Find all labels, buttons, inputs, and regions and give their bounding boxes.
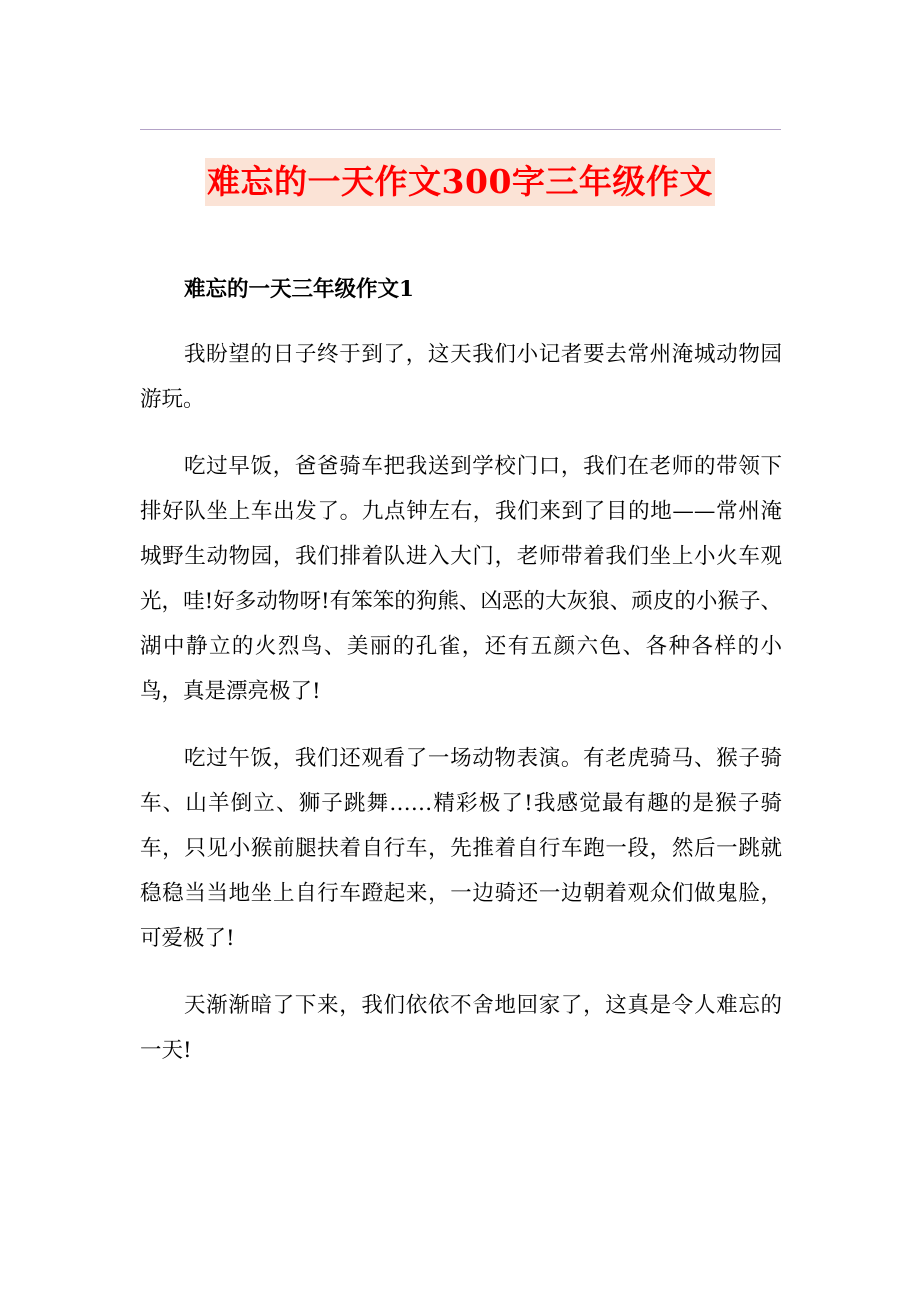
header-rule bbox=[140, 129, 781, 130]
document-title: 难忘的一天作文300字三年级作文 bbox=[205, 158, 715, 206]
paragraph-2: 吃过早饭，爸爸骑车把我送到学校门口，我们在老师的带领下排好队坐上车出发了。九点钟左右，我们来到了目的地——常州淹城野生动物园，我们排着队进入大门，老师带着我们坐上小火车观光，哇!好多动物呀!有笨笨的狗熊、凶恶的大灰狼、顽皮的小猴子、湖中静立的火烈鸟、美丽的孔雀，还有五颜六色、各种各样的小鸟，真是漂亮极了! bbox=[140, 454, 782, 704]
title-container bbox=[0, 158, 920, 206]
section-heading: 难忘的一天三年级作文1 bbox=[184, 277, 414, 302]
paragraph-3: 吃过午饭，我们还观看了一场动物表演。有老虎骑马、猴子骑车、山羊倒立、狮子跳舞……精彩极了!我感觉最有趣的是猴子骑车，只见小猴前腿扶着自行车，先推着自行车跑一段，然后一跳就稳稳当当地坐上自行车蹬起来，一边骑还一边朝着观众们做鬼脸，可爱极了! bbox=[140, 746, 782, 951]
paragraph-1: 我盼望的日子终于到了，这天我们小记者要去常州淹城动物园游玩。 bbox=[140, 342, 782, 412]
paragraph-4: 天渐渐暗了下来，我们依依不舍地回家了，这真是令人难忘的一天! bbox=[140, 993, 782, 1063]
document-body bbox=[140, 270, 782, 1073]
